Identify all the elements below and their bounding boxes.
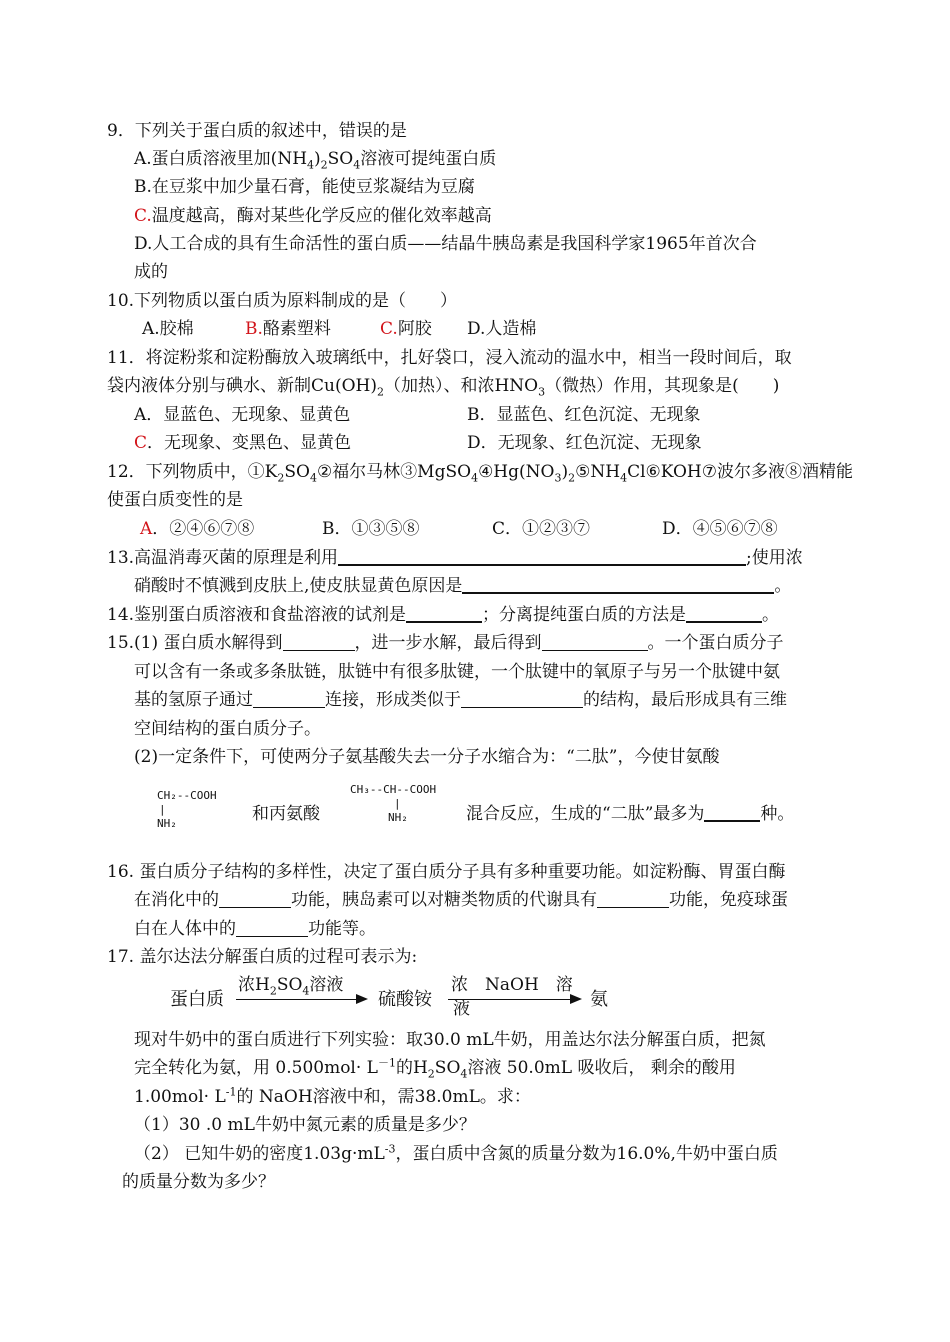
q16-answer-blank-1[interactable] [219,889,291,908]
q12-stem-line2: 使蛋白质变性的是 [107,490,243,510]
q16-line3: 白在人体中的 功能等。 [134,919,376,939]
glycine-top: CH₂--COOH [157,789,217,802]
q15-line5: (2)一定条件下，可使两分子氨基酸失去一分子水缩合为：“二肽”，今使甘氨酸 [134,747,720,767]
q17-reagent-2-top: 浓 NaOH 溶 [451,975,573,995]
q10-option-d: D.人造棉 [467,319,537,339]
q17-step-ammonia: 氨 [590,989,608,1010]
q17-para-line3: $1.00mol\cdot L^{-1}$的 NaOH溶液中和，需38.0mL。求： [134,1085,531,1107]
q15-answer-blank-2[interactable] [542,632,648,651]
q15-line3: 基的氢原子通过 连接，形成类似于 的结构，最后形成具有三维 [134,690,787,710]
q11-option-b: B．显蓝色、红色沉淀、无现象 [467,405,701,425]
q17-arrowhead-2 [570,994,582,1004]
q9-option-a: A.蛋白质溶液里加$(NH_4)_2SO_4$溶液可提纯蛋白质 [134,149,497,172]
q15-answer-blank-1[interactable] [283,632,355,651]
q9-option-b: B.在豆浆中加少量石膏，能使豆浆凝结为豆腐 [134,177,475,197]
q17-stem: 17. 盖尔达法分解蛋白质的过程可表示为: [107,947,418,967]
q14-answer-blank-2[interactable] [686,603,762,623]
q15-line4: 空间结构的蛋白质分子。 [134,719,321,739]
q13-answer-blank-1[interactable] [338,546,746,566]
q9-option-c: C.温度越高，酶对某些化学反应的催化效率越高 [134,206,492,226]
q14-line: 14.鉴别蛋白质溶液和食盐溶液的试剂是 ；分离提纯蛋白质的方法是 。 [107,605,780,625]
q12-option-b: B．①③⑤⑧ [322,519,420,539]
alanine-top: CH₃--CH--COOH [350,783,437,796]
q11-stem-line1: 11．将淀粉浆和淀粉酶放入玻璃纸中，扎好袋口，浸入流动的温水中，相当一段时间后，取 [107,348,792,368]
q9-answer-mark: C. [134,206,152,226]
q17-step-ammonium-sulfate: 硫酸铵 [378,989,432,1010]
q17-para-line1: 现对牛奶中的蛋白质进行下列实验：取30.0 mL牛奶，用盖达尔法分解蛋白质，把氮 [134,1030,766,1050]
alanine-bond: | [394,797,401,810]
q9-option-d-line1: D.人工合成的具有生命活性的蛋白质——结晶牛胰岛素是我国科学家1965年首次合 [134,234,757,254]
alanine-bottom: NH₂ [388,811,408,824]
q16-answer-blank-2[interactable] [597,889,669,908]
q9-stem: 9．下列关于蛋白质的叙述中，错误的是 [107,121,407,141]
q17-subquestion-2-cont: 的质量分数为多少？ [122,1172,275,1192]
q17-reagent-1: 浓$H_2SO_4$溶液 [238,975,344,998]
q14-answer-blank-1[interactable] [406,603,482,623]
q15-answer-blank-4[interactable] [461,689,583,708]
q10-option-c: C.阿胶 [380,319,432,339]
q17-subquestion-1: （1）30 .0 mL牛奶中氮元素的质量是多少？ [134,1115,476,1135]
q11-option-a: A．显蓝色、无现象、显黄色 [134,405,351,425]
alanine-structure [350,783,436,825]
q17-reagent-2-bottom: 液 [453,999,470,1019]
q10-option-b: B.酪素塑料 [245,319,331,339]
glycine-structure [157,789,217,831]
q10-option-a: A.胶棉 [142,319,194,339]
q15-and-alanine: 和丙氨酸 [252,804,320,824]
q17-arrowhead-1 [356,994,368,1004]
q17-subquestion-2: （2） 已知牛奶的密度$1.03g\cdot mL^{-3}$，蛋白质中含氮的质量分数为16.0%,牛奶中蛋白质 [134,1142,778,1164]
q13-line1: 13.高温消毒灭菌的原理是利用 ;使用浓 [107,548,803,568]
q17-step-protein: 蛋白质 [170,989,224,1010]
q15-answer-blank-5[interactable] [704,802,760,822]
q12-option-d: D．④⑤⑥⑦⑧ [662,519,778,539]
q11-stem-line2: 袋内液体分别与碘水、新制$Cu(OH)_2$（加热）、和浓$HNO_3$（微热）作用，其现象是( ) [107,376,780,399]
q16-answer-blank-3[interactable] [236,918,308,937]
q11-option-c: C．无现象、变黑色、显黄色 [134,433,352,453]
q12-stem-line1: 12．下列物质中，$①K_2SO_4②$福尔马林$③MgSO_4④Hg(NO_3)_2⑤NH_4Cl⑥KOH⑦$波尔多液⑧酒精能 [107,462,853,485]
q15-tail: 混合反应，生成的“二肽”最多为 种。 [466,804,795,824]
q10-stem: 10.下列物质以蛋白质为原料制成的是（ ） [107,291,458,311]
q13-line2: 硝酸时不慎溅到皮肤上,使皮肤显黄色原因是 。 [134,576,792,596]
q15-line1: 15.(1) 蛋白质水解得到 ，进一步水解，最后得到 。一个蛋白质分子 [107,633,784,653]
q15-answer-blank-3[interactable] [253,689,325,708]
q17-para-line2: 完全转化为氨，用 $0.500mol\cdot L^{-1}$的$H_2SO_4$溶液 50.0mL 吸收后， 剩余的酸用 [134,1056,736,1081]
q11-option-d: D．无现象、红色沉淀、无现象 [467,433,702,453]
q17-arrow-1 [236,999,358,1000]
glycine-bottom: NH₂ [157,817,177,830]
q12-option-a: A．②④⑥⑦⑧ [140,519,255,539]
glycine-bond: | [159,803,166,816]
q9-option-d-line2: 成的 [134,262,168,282]
q15-line2: 可以含有一条或多条肽链，肽链中有很多肽键，一个肽键中的氧原子与另一个肽键中氨 [134,662,780,682]
q13-answer-blank-2[interactable] [462,574,774,594]
q16-line1: 16. 蛋白质分子结构的多样性，决定了蛋白质分子具有多种重要功能。如淀粉酶、胃蛋白酶 [107,862,786,882]
q16-line2: 在消化中的 功能，胰岛素可以对糖类物质的代谢具有 功能，免疫球蛋 [134,890,788,910]
q12-option-c: C．①②③⑦ [492,519,591,539]
